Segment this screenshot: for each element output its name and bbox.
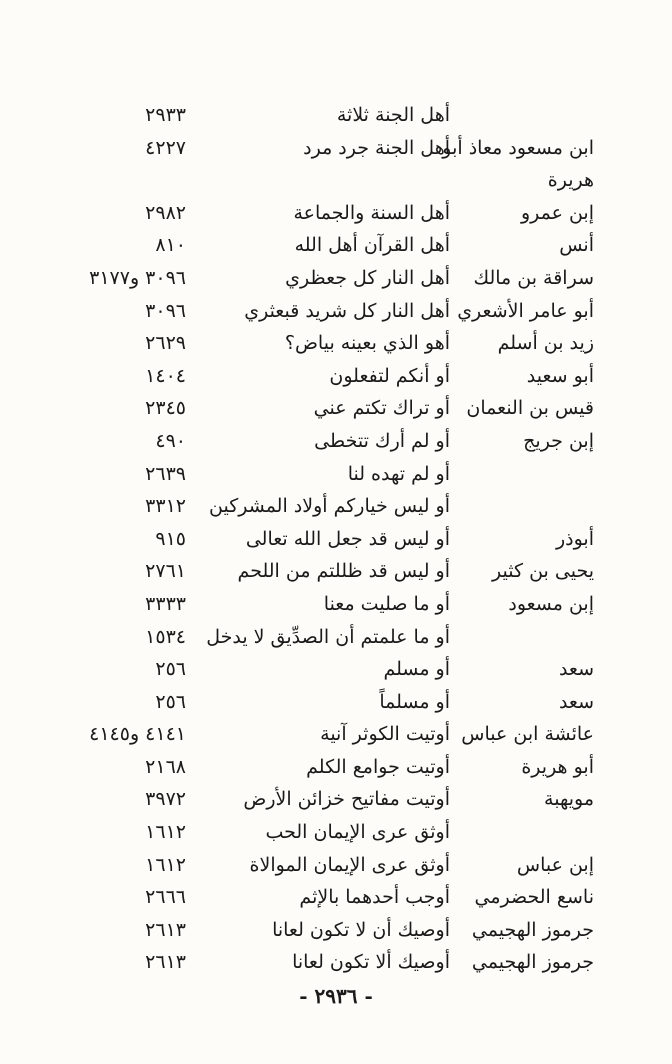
hadith-incipit: أو مسلم [383,658,450,681]
index-row [0,100,672,133]
index-row [0,556,672,589]
index-row [0,361,672,394]
narrator-name: أنس [559,234,594,257]
hadith-number: ٣٣٣٣ [145,592,186,615]
narrator-name: سعد [558,658,594,681]
narrator-name: قيس بن النعمان [466,397,594,420]
narrator-name: مويهبة [544,788,594,811]
narrator-name: أبوذر [555,527,594,550]
index-row [0,524,672,557]
hadith-incipit: أو ليس قد جعل الله تعالى [245,527,450,550]
narrator-name: سراقة بن مالك [473,266,594,289]
hadith-number: ٤١٤١ و٤١٤٥ [89,723,186,746]
narrator-name: عائشة ابن عباس [461,723,594,746]
index-row [0,491,672,524]
hadith-incipit: أوجب أحدهما بالإثم [299,886,450,909]
hadith-incipit: أهل النار كل جعظري [285,266,450,289]
hadith-incipit: أوصيك ألا تكون لعانا [292,951,450,974]
index-row [0,328,672,361]
narrator-name: أبو سعيد [526,364,594,387]
hadith-incipit: أو لم أرك تتخطى [314,429,450,452]
hadith-number: ٢٦٣٩ [145,462,186,485]
hadith-number: ٢٦١٣ [145,951,186,974]
narrator-name: إبن جريج [523,429,594,452]
index-row [0,133,672,166]
hadith-incipit: أو ليس قد ظللتم من اللحم [237,560,450,583]
hadith-number: ٢٩٨٢ [145,201,186,224]
index-row [0,198,672,231]
narrator-name: زيد بن أسلم [497,332,594,355]
hadith-incipit: أهل الجنة ثلاثة [336,104,450,126]
hadith-incipit: أوصيك أن لا تكون لعانا [272,918,450,941]
index-row [0,654,672,687]
narrator-name: جرموز الهجيمي [471,918,594,941]
index-row [0,719,672,752]
index-row [0,687,672,720]
hadith-number: ٤٩٠ [155,429,186,452]
index-row [0,459,672,492]
hadith-number: ١٦١٢ [145,821,186,844]
hadith-number: ١٥٣٤ [145,625,186,648]
index-row [0,589,672,622]
hadith-number: ٣٩٧٢ [145,788,186,811]
index-row [0,296,672,329]
hadith-number: ٢٥٦ [155,658,186,681]
narrator-name: ناسع الحضرمي [474,886,594,909]
narrator-name: جرموز الهجيمي [471,951,594,974]
hadith-number: ٣٣١٢ [145,495,186,518]
hadith-number: ٣٠٩٦ [145,299,186,322]
hadith-incipit: أوتيت جوامع الكلم [306,755,450,778]
hadith-number: ٢٦١٣ [145,918,186,941]
narrator-name: هريرة [547,169,594,192]
hadith-incipit: أوثق عرى الإيمان الحب [265,821,450,844]
narrator-name: يحيى بن كثير [492,560,594,583]
hadith-incipit: أو أنكم لتفعلون [329,364,450,387]
hadith-incipit: أو ما علمتم أن الصدِّيق لا يدخل [206,625,450,648]
hadith-index-list [0,100,672,980]
hadith-number: ٢٦٢٩ [145,332,186,355]
hadith-number: ١٤٠٤ [145,364,186,387]
narrator-name: أبو عامر الأشعري [457,299,594,322]
hadith-incipit: أو تراك تكتم عني [313,397,450,420]
hadith-number: ٢٦٦٦ [145,886,186,909]
index-row [0,263,672,296]
hadith-number: ٢٩٣٣ [145,104,186,126]
index-row [0,752,672,785]
narrator-name: إبن عباس [516,853,594,876]
index-row [0,882,672,915]
hadith-number: ٣٠٩٦ و٣١٧٧ [89,266,186,289]
hadith-incipit: أوتيت الكوثر آنية [320,723,450,746]
index-row [0,784,672,817]
narrator-name: إبن عمرو [520,201,594,224]
index-row [0,426,672,459]
hadith-number: ٨١٠ [155,234,186,257]
hadith-incipit: أهل النار كل شريد قبعثري [244,299,450,322]
hadith-number: ٩١٥ [155,527,186,550]
narrator-name: ابن مسعود معاذ أبو [442,136,594,159]
hadith-incipit: أو ليس خياركم أولاد المشركين [209,495,450,518]
hadith-incipit: أهو الذي بعينه بياض؟ [284,332,450,355]
index-row [0,817,672,850]
hadith-incipit: أو لم تهده لنا [347,462,450,485]
index-row [0,393,672,426]
hadith-number: ٤٢٢٧ [145,136,186,159]
page-number: - ٢٩٣٦ - [299,984,373,1008]
narrator-name: إبن مسعود [508,592,594,615]
hadith-number: ٢١٦٨ [145,755,186,778]
hadith-incipit: أوتيت مفاتيح خزائن الأرض [243,788,450,811]
index-row [0,230,672,263]
hadith-number: ١٦١٢ [145,853,186,876]
hadith-number: ٢٧٦١ [145,560,186,583]
hadith-number: ٢٥٦ [155,690,186,713]
narrator-name: سعد [558,690,594,713]
hadith-incipit: أو ما صليت معنا [323,592,450,615]
hadith-incipit: أوثق عرى الإيمان الموالاة [249,853,450,876]
hadith-incipit: أو مسلماً [379,690,450,713]
narrator-name: أبو هريرة [521,755,594,778]
hadith-incipit: أهل السنة والجماعة [293,201,450,224]
index-row [0,915,672,948]
index-row [0,622,672,655]
index-row [0,947,672,980]
index-row [0,850,672,883]
hadith-number: ٢٣٤٥ [145,397,186,420]
index-row [0,165,672,198]
hadith-incipit: أهل القرآن أهل الله [294,234,450,257]
hadith-incipit: أهل الجنة جرد مرد [303,136,450,159]
